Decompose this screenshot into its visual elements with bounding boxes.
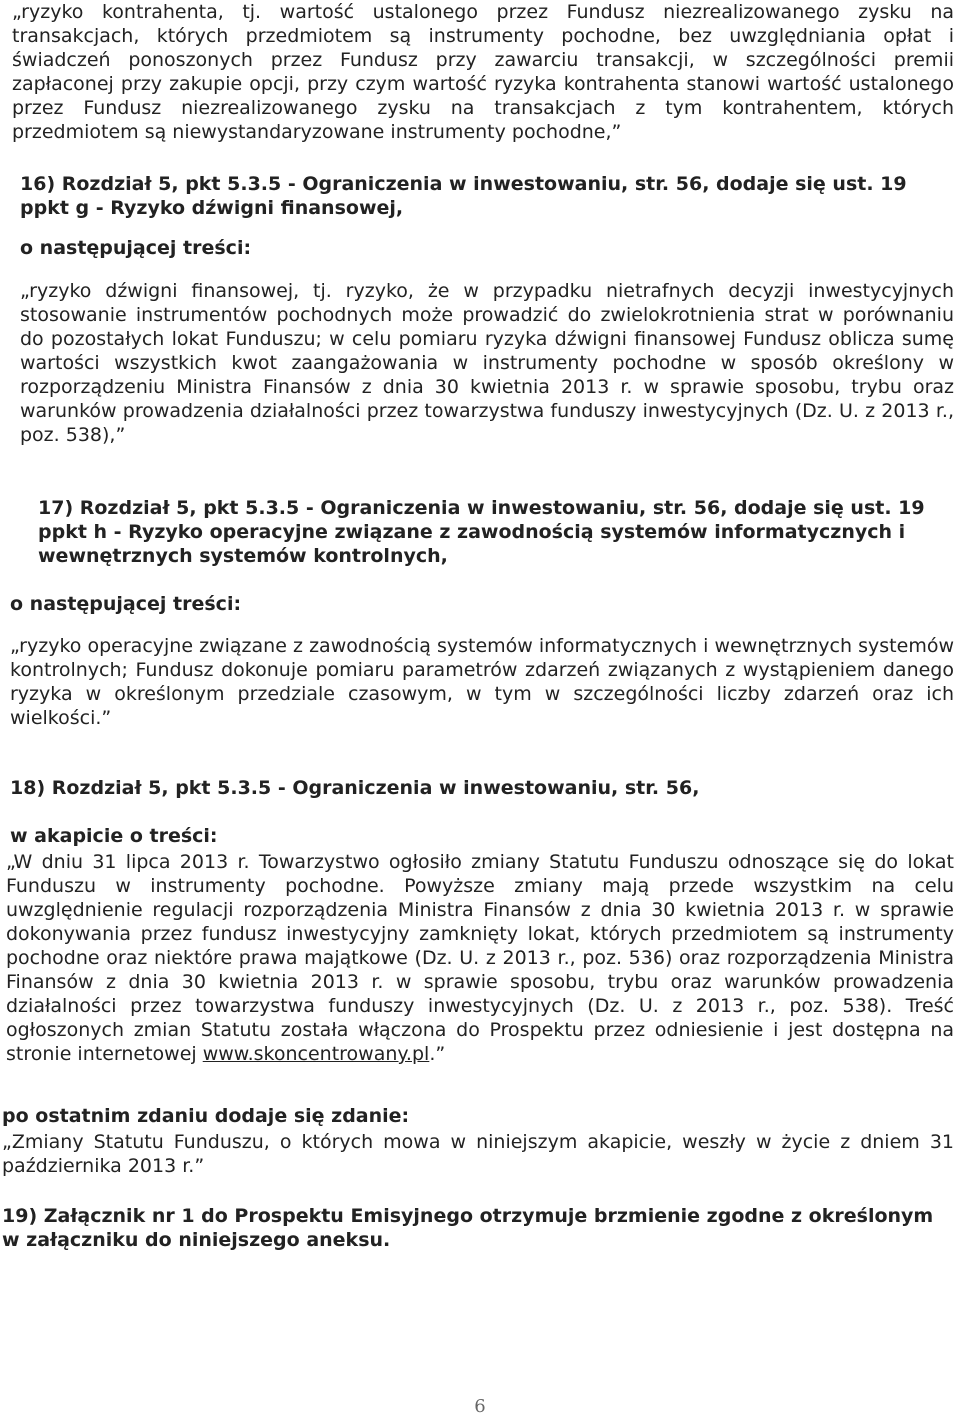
item-18-text-before-link: „W dniu 31 lipca 2013 r. Towarzystwo ogłosiło zmiany Statutu Funduszu odnoszące się do lokat Funduszu w instrumenty pochodne. Powyższe zmiany mają przede wszystkim na celu uwzględnienie regulacji rozporządzenia Ministra Finansów z dnia 30 kwietnia 2013 r. w sprawie dokonywania przez fundusz inwestycyjny zamknięty lokat, których przedmiotem są instrumenty pochodne oraz niektóre prawa majątkowe (Dz. U. z 2013 r., poz. 536) oraz rozporządzenia Ministra Finansów z dnia 30 kwietnia 2013 r. w sprawie sposobu, trybu oraz warunków prowadzenia działalności przez towarzystwa funduszy inwestycyjnych (Dz. U. z 2013 r., poz. 538). Treść ogłoszonych zmian Statutu została włączona do Prospektu przez odniesienie i jest dostępna na stronie internetowej bbox=[6, 851, 954, 1065]
website-link[interactable]: www.skoncentrowany.pl bbox=[202, 1043, 430, 1065]
item-17-intro: o następującej treści: bbox=[10, 593, 242, 615]
item-18-heading: 18) Rozdział 5, pkt 5.3.5 - Ograniczenia w inwestowaniu, str. 56, bbox=[10, 777, 700, 799]
item-17-text: „ryzyko operacyjne związane z zawodnością systemów informatycznych i wewnętrznych systemów kontrolnych; Fundusz dokonuje pomiaru parametrów zdarzeń związanych z wystąpieniem danego ryzyka w określonym przedziale czasowym, w tym w szczególności liczby zdarzeń oraz ich wielkości.” bbox=[10, 635, 954, 729]
page-number: 6 bbox=[474, 1396, 486, 1417]
item-16-text: „ryzyko dźwigni finansowej, tj. ryzyko, że w przypadku nietrafnych decyzji inwestycyjnych stosowanie instrumentów pochodnych może prowadzić do zwielokrotnienia strat w porównaniu do pozostałych lokat Funduszu; w celu pomiaru ryzyka dźwigni finansowej Fundusz oblicza sumę wartości wszystkich kwot zaangażowania w instrumenty pochodne w sposób określony w rozporządzeniu Ministra Finansów z dnia 30 kwietnia 2013 r. w sprawie sposobu, trybu oraz warunków prowadzenia działalności przez towarzystwa funduszy inwestycyjnych (Dz. U. z 2013 r., poz. 538),” bbox=[20, 280, 954, 446]
item-16-intro: o następującej treści: bbox=[20, 237, 252, 259]
item-16-heading: 16) Rozdział 5, pkt 5.3.5 - Ograniczenia w inwestowaniu, str. 56, dodaje się ust. 19 ppkt g - Ryzyko dźwigni finansowej, bbox=[20, 173, 907, 219]
item-18-text-after-link: .” bbox=[429, 1043, 446, 1065]
item-17-heading: 17) Rozdział 5, pkt 5.3.5 - Ograniczenia w inwestowaniu, str. 56, dodaje się ust. 19 ppkt h - Ryzyko operacyjne związane z zawodnością systemów informatycznych i wewnętrznych systemów kontrolnych, bbox=[38, 497, 925, 567]
item-18-text bbox=[6, 850, 954, 1066]
item-18-intro-2: po ostatnim zdaniu dodaje się zdanie: bbox=[2, 1105, 410, 1127]
item-19-heading: 19) Załącznik nr 1 do Prospektu Emisyjnego otrzymuje brzmienie zgodne z określonym w załączniku do niniejszego aneksu. bbox=[2, 1205, 934, 1251]
item-18-text-2: „Zmiany Statutu Funduszu, o których mowa w niniejszym akapicie, weszły w życie z dniem 31 października 2013 r.” bbox=[2, 1131, 954, 1177]
counterparty-risk-paragraph: „ryzyko kontrahenta, tj. wartość ustalonego przez Fundusz niezrealizowanego zysku na transakcjach, których przedmiotem są instrumenty pochodne, bez uwzględniania opłat i świadczeń ponoszonych przez Fundusz przy zawarciu transakcji, w szczególności premii zapłaconej przy zakupie opcji, przy czym wartość ryzyka kontrahenta stanowi wartość ustalonego przez Fundusz niezrealizowanego zysku na transakcjach z tym kontrahentem, których przedmiotem są niewystandaryzowane instrumenty pochodne,” bbox=[12, 1, 954, 143]
item-18-intro: w akapicie o treści: bbox=[10, 825, 218, 847]
